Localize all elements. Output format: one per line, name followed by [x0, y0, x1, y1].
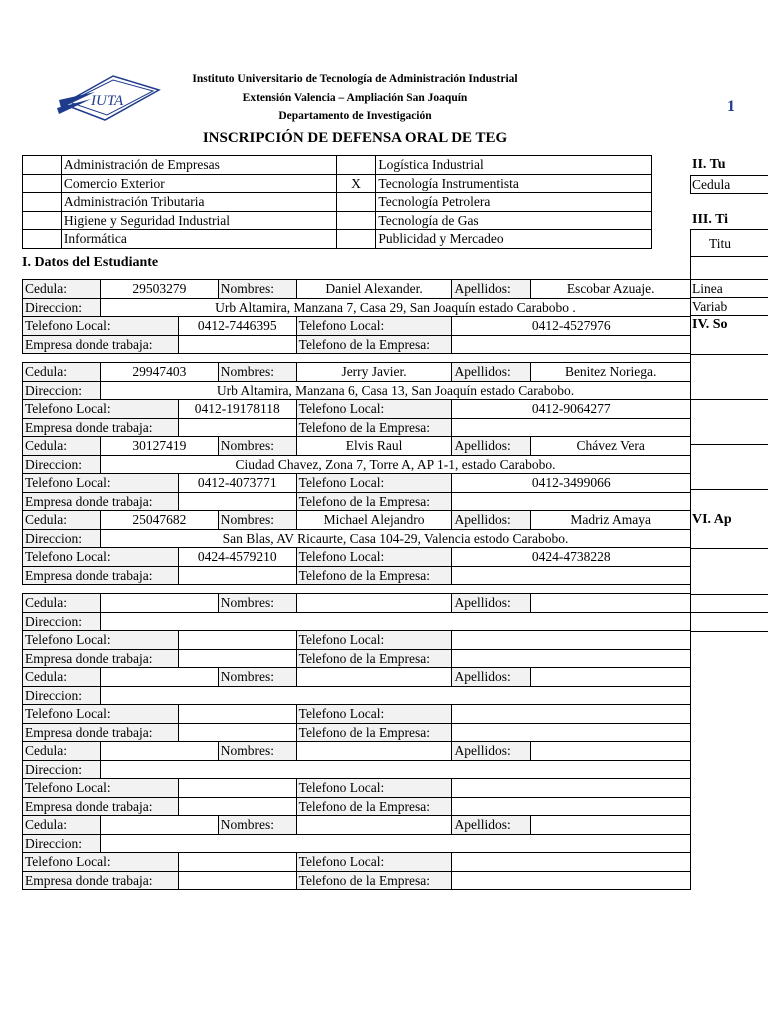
form-cell: Nombres: — [218, 594, 296, 613]
form-cell: Telefono de la Empresa: — [296, 871, 452, 890]
form-cell: Cedula: — [23, 742, 101, 761]
empty-cell — [23, 174, 62, 193]
form-cell: Urb Altamira, Manzana 6, Casa 13, San Joaquín estado Carabobo. — [100, 381, 690, 400]
empty-cell — [296, 594, 452, 613]
careers-table — [22, 155, 652, 249]
form-cell: Telefono de la Empresa: — [296, 492, 452, 511]
form-cell — [336, 156, 376, 175]
empty-cell — [100, 686, 690, 705]
empty-cell — [100, 834, 690, 853]
form-cell: Nombres: — [218, 437, 296, 456]
form-cell: Telefono Local: — [296, 400, 452, 419]
form-row — [23, 381, 691, 400]
empty-cell — [178, 649, 296, 668]
form-row — [23, 585, 691, 594]
empty-student-row — [23, 742, 691, 761]
form-row — [23, 492, 691, 511]
form-cell — [336, 230, 376, 249]
form-cell: Apellidos: — [452, 511, 531, 530]
form-cell: Empresa donde trabaja: — [23, 797, 179, 816]
section-title: III. Ti — [692, 212, 729, 227]
form-cell: Apellidos: — [452, 816, 531, 835]
form-cell: Telefono de la Empresa: — [296, 566, 452, 585]
form-cell: Empresa donde trabaja: — [23, 418, 179, 437]
form-cell: 29947403 — [100, 363, 218, 382]
form-row — [23, 455, 691, 474]
form-cell: Telefono Local: — [23, 400, 179, 419]
form-cell: Tecnología Petrolera — [376, 193, 652, 212]
form-row — [23, 612, 691, 631]
empty-cell — [452, 492, 691, 511]
empty-cell — [296, 742, 452, 761]
form-cell: 0424-4738228 — [452, 548, 691, 567]
student-2-id-row — [23, 363, 691, 382]
extension-name: Extensión Valencia – Ampliación San Joaquín — [242, 92, 468, 104]
form-cell: Apellidos: — [452, 280, 531, 299]
form-cell: 0412-4073771 — [178, 474, 296, 493]
career-row — [23, 174, 652, 193]
form-row — [23, 705, 691, 724]
form-cell: Informática — [61, 230, 336, 249]
form-cell: Empresa donde trabaja: — [23, 649, 179, 668]
form-cell: Apellidos: — [452, 363, 531, 382]
empty-cell — [178, 853, 296, 872]
form-row — [23, 797, 691, 816]
form-cell: Telefono Local: — [23, 779, 179, 798]
empty-cell — [452, 797, 691, 816]
form-cell: Telefono de la Empresa: — [296, 723, 452, 742]
form-row — [23, 631, 691, 650]
empty-cell — [452, 871, 691, 890]
form-cell: 0412-9064277 — [452, 400, 691, 419]
linea-stub: Linea — [690, 279, 768, 297]
student-3-id-row — [23, 437, 691, 456]
empty-cell — [178, 492, 296, 511]
form-cell: 0412-7446395 — [178, 317, 296, 336]
empty-cell — [178, 705, 296, 724]
empty-cell — [178, 779, 296, 798]
title-stub: Titu — [690, 229, 768, 257]
career-row — [23, 230, 652, 249]
empty-cell — [100, 612, 690, 631]
empty-cell — [452, 779, 691, 798]
empty-cell — [100, 760, 690, 779]
empty-cell — [452, 705, 691, 724]
form-row — [23, 760, 691, 779]
form-cell: Escobar Azuaje. — [531, 280, 691, 299]
form-cell: Telefono de la Empresa: — [296, 797, 452, 816]
tutor-cedula-stub: Cedula — [690, 175, 768, 194]
form-cell: Telefono de la Empresa: — [296, 335, 452, 354]
form-cell: Cedula: — [23, 511, 101, 530]
empty-cell — [531, 816, 691, 835]
form-cell: Direccion: — [23, 760, 101, 779]
form-cell: Benitez Noriega. — [531, 363, 691, 382]
form-cell: Tecnología Instrumentista — [376, 174, 652, 193]
form-cell: Direccion: — [23, 529, 101, 548]
form-row — [23, 548, 691, 567]
form-cell: Empresa donde trabaja: — [23, 871, 179, 890]
department-name: Departamento de Investigación — [278, 110, 432, 122]
form-cell: Nombres: — [218, 280, 296, 299]
form-row — [23, 298, 691, 317]
form-row — [23, 418, 691, 437]
form-cell: San Blas, AV Ricaurte, Casa 104-29, Valencia estodo Carabobo. — [100, 529, 690, 548]
page-title: INSCRIPCIÓN DE DEFENSA ORAL DE TEG — [202, 130, 508, 146]
form-cell: Empresa donde trabaja: — [23, 492, 179, 511]
form-cell: Empresa donde trabaja: — [23, 335, 179, 354]
form-cell: Direccion: — [23, 381, 101, 400]
empty-cell — [100, 816, 218, 835]
form-cell: Direccion: — [23, 686, 101, 705]
empty-student-row — [23, 668, 691, 687]
form-cell: Apellidos: — [452, 742, 531, 761]
empty-cell — [23, 354, 691, 363]
form-cell: Cedula: — [23, 280, 101, 299]
form-cell: Direccion: — [23, 612, 101, 631]
form-row — [23, 566, 691, 585]
form-cell: Telefono de la Empresa: — [296, 418, 452, 437]
empty-cell — [100, 594, 218, 613]
empty-cell — [178, 723, 296, 742]
empty-cell — [452, 853, 691, 872]
form-cell: Direccion: — [23, 834, 101, 853]
form-cell: Telefono Local: — [296, 779, 452, 798]
form-cell: Apellidos: — [452, 594, 531, 613]
form-cell: Telefono Local: — [23, 474, 179, 493]
form-row — [23, 335, 691, 354]
form-cell: Urb Altamira, Manzana 7, Casa 29, San Joaquín estado Carabobo . — [100, 298, 690, 317]
form-cell: Cedula: — [23, 437, 101, 456]
empty-cell — [23, 156, 62, 175]
form-cell: Elvis Raul — [296, 437, 452, 456]
empty-cell — [452, 335, 691, 354]
form-row — [23, 871, 691, 890]
form-cell: Apellidos: — [452, 668, 531, 687]
career-row — [23, 193, 652, 212]
form-cell: Michael Alejandro — [296, 511, 452, 530]
form-cell: Higiene y Seguridad Industrial — [61, 211, 336, 230]
form-cell: Administración de Empresas — [61, 156, 336, 175]
edge-number: 1 — [727, 98, 735, 115]
form-cell: Nombres: — [218, 511, 296, 530]
form-cell: Telefono de la Empresa: — [296, 649, 452, 668]
form-cell: Empresa donde trabaja: — [23, 723, 179, 742]
form-cell: 0412-19178118 — [178, 400, 296, 419]
form-row — [23, 834, 691, 853]
form-cell: Apellidos: — [452, 437, 531, 456]
form-row — [23, 723, 691, 742]
form-row — [23, 529, 691, 548]
student-1-id-row — [23, 280, 691, 299]
form-cell: Direccion: — [23, 455, 101, 474]
form-cell: Madriz Amaya — [531, 511, 691, 530]
form-cell: Telefono Local: — [23, 548, 179, 567]
empty-cell — [296, 816, 452, 835]
form-cell: Cedula: — [23, 594, 101, 613]
empty-cell — [100, 742, 218, 761]
career-mark: X — [336, 174, 376, 193]
empty-cell — [531, 668, 691, 687]
empty-student-row — [23, 594, 691, 613]
form-row — [23, 354, 691, 363]
form-cell: Telefono Local: — [23, 317, 179, 336]
empty-cell — [531, 742, 691, 761]
student-4-id-row — [23, 511, 691, 530]
form-cell — [336, 193, 376, 212]
form-cell: Telefono Local: — [296, 474, 452, 493]
section-so: IV. So — [692, 317, 728, 332]
section-student-data: I. Datos del Estudiante — [22, 255, 159, 270]
empty-cell — [23, 585, 691, 594]
empty-cell — [531, 594, 691, 613]
form-cell: Nombres: — [218, 363, 296, 382]
empty-cell — [452, 566, 691, 585]
form-cell: Telefono Local: — [296, 631, 452, 650]
form-cell: 0412-3499066 — [452, 474, 691, 493]
form-cell: Nombres: — [218, 742, 296, 761]
form-cell: Nombres: — [218, 816, 296, 835]
form-row — [23, 474, 691, 493]
empty-cell — [100, 668, 218, 687]
form-cell: Cedula: — [23, 668, 101, 687]
section-ap: VI. Ap — [692, 512, 732, 527]
form-cell: Logística Industrial — [376, 156, 652, 175]
empty-cell — [178, 566, 296, 585]
form-cell: 25047682 — [100, 511, 218, 530]
form-cell: 29503279 — [100, 280, 218, 299]
empty-cell — [178, 335, 296, 354]
form-cell: Cedula: — [23, 816, 101, 835]
form-cell: Jerry Javier. — [296, 363, 452, 382]
empty-cell — [23, 230, 62, 249]
empty-cell — [452, 723, 691, 742]
form-cell: Telefono Local: — [296, 548, 452, 567]
form-cell: Publicidad y Mercadeo — [376, 230, 652, 249]
empty-cell — [178, 418, 296, 437]
form-cell: 0412-4527976 — [452, 317, 691, 336]
empty-cell — [23, 211, 62, 230]
empty-cell — [452, 631, 691, 650]
career-row — [23, 156, 652, 175]
form-cell: Empresa donde trabaja: — [23, 566, 179, 585]
form-row — [23, 649, 691, 668]
empty-cell — [23, 193, 62, 212]
logo-text: IUTA — [91, 93, 124, 109]
empty-cell — [452, 649, 691, 668]
empty-cell — [296, 668, 452, 687]
form-cell: Administración Tributaria — [61, 193, 336, 212]
form-row — [23, 400, 691, 419]
form-cell: Tecnología de Gas — [376, 211, 652, 230]
career-row — [23, 211, 652, 230]
students-table — [22, 279, 691, 890]
form-cell: Telefono Local: — [296, 317, 452, 336]
form-cell: Direccion: — [23, 298, 101, 317]
empty-cell — [178, 797, 296, 816]
form-row — [23, 317, 691, 336]
form-cell: Telefono Local: — [296, 853, 452, 872]
form-cell: 0424-4579210 — [178, 548, 296, 567]
form-cell: Daniel Alexander. — [296, 280, 452, 299]
form-cell: Ciudad Chavez, Zona 7, Torre A, AP 1-1, estado Carabobo. — [100, 455, 690, 474]
institute-name: Instituto Universitario de Tecnología de Administración Industrial — [192, 73, 518, 85]
form-cell: Cedula: — [23, 363, 101, 382]
form-cell — [336, 211, 376, 230]
iuta-logo — [55, 72, 165, 124]
variable-stub: Variab — [690, 297, 768, 316]
form-cell: Telefono Local: — [296, 705, 452, 724]
form-row — [23, 853, 691, 872]
form-cell: 30127419 — [100, 437, 218, 456]
section-tutor: II. Tu — [692, 157, 726, 172]
empty-cell — [178, 871, 296, 890]
form-row — [23, 686, 691, 705]
form-cell: Chávez Vera — [531, 437, 691, 456]
empty-student-row — [23, 816, 691, 835]
form-cell: Telefono Local: — [23, 853, 179, 872]
form-cell: Comercio Exterior — [61, 174, 336, 193]
form-row — [23, 779, 691, 798]
empty-cell — [178, 631, 296, 650]
empty-cell — [452, 418, 691, 437]
form-cell: Telefono Local: — [23, 631, 179, 650]
form-cell: Nombres: — [218, 668, 296, 687]
form-cell: Telefono Local: — [23, 705, 179, 724]
